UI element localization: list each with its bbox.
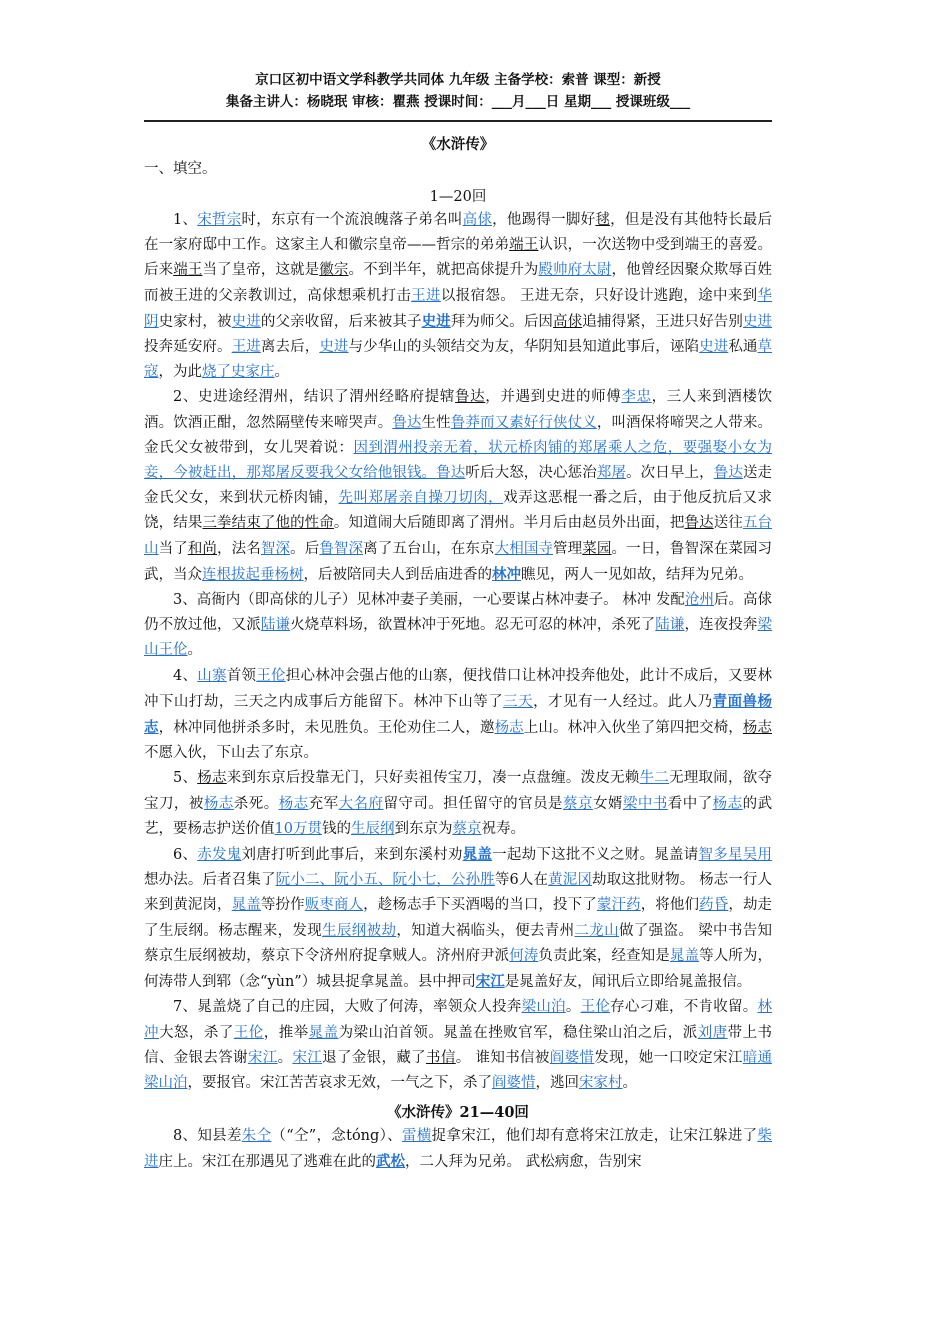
- text-run: 想办法。后者召集了: [144, 872, 276, 889]
- document-page: [144, 70, 772, 1176]
- paragraph-6: [144, 842, 772, 995]
- header-line-2: 集备主讲人：杨晓珉 审核：瞿燕 授课时间：___月___日 星期___ 授课班级___: [225, 94, 691, 110]
- text-run: （“仝”，念tóng）、: [271, 1128, 402, 1145]
- text-run: 私通: [728, 339, 758, 356]
- answer-underline: 郑屠: [596, 465, 627, 482]
- answer-underline: 大相国寺: [494, 540, 554, 557]
- answer-underline: 李忠: [621, 389, 652, 406]
- text-run: 离了五台山，在东京: [363, 540, 495, 557]
- text-run: 拜为师父。后因: [450, 313, 554, 330]
- paragraph-4: [144, 664, 772, 767]
- answer-underline: 毬: [595, 212, 611, 228]
- text-run: 。: [565, 999, 581, 1016]
- text-run: 。 谁知书信被: [455, 1049, 550, 1066]
- text-run: ，知道大祸临头，便去青州: [396, 922, 575, 939]
- text-run: 5、: [173, 770, 198, 787]
- answer-underline: 林冲: [144, 999, 773, 1041]
- text-run: ，后被陪同夫人到岳庙进香的: [303, 566, 492, 583]
- answer-underline: 王伦: [580, 999, 611, 1016]
- answer-underline: 史进: [742, 313, 773, 330]
- answer-underline: 端王: [509, 237, 539, 254]
- text-run: 祝寿。: [481, 820, 525, 837]
- answer-underline: 王进: [411, 287, 441, 304]
- text-run: 等扮作: [260, 897, 305, 914]
- answer-underline: 草寇: [144, 339, 773, 381]
- text-run: 捉拿宋江，他们却有意将宋江放走，让宋江躲进了: [431, 1128, 758, 1145]
- text-run: 的武艺，要杨志护送价值: [144, 795, 773, 837]
- text-run: 。知道闹大后随即离了渭州。半月后由赵员外出面，把: [333, 515, 685, 532]
- text-run: 是晁盖好友，闻讯后立即给晁盖报信。: [504, 974, 752, 991]
- text-run: 女婿: [592, 795, 623, 812]
- answer-underline-bold: 武松: [376, 1153, 405, 1171]
- text-run: 担心林冲会强占他的山寨，便找借口让林冲投奔他处，此计不成后，又要林冲下山打劫，三天之内成事后方能留下。林冲下山等了: [144, 667, 773, 710]
- answer-underline: 柴进: [144, 1128, 772, 1171]
- answer-underline: 三天: [503, 693, 534, 710]
- text-run: ，将他们: [640, 897, 700, 914]
- answer-underline: 书信: [426, 1049, 456, 1066]
- answer-underline-bold: 宋江: [475, 973, 505, 991]
- answer-underline: 梁山王伦: [144, 617, 773, 659]
- answer-underline: 杨志: [494, 720, 524, 737]
- answer-underline: 和尚: [187, 540, 218, 557]
- answer-underline: 宋家村: [579, 1074, 623, 1091]
- text-run: 管理: [553, 540, 583, 557]
- answer-underline: 刘唐: [697, 1024, 728, 1041]
- text-run: 。后: [290, 540, 320, 557]
- text-run: 负责此案，经查知是: [538, 947, 670, 964]
- text-run: 6、: [173, 847, 198, 864]
- document-title: 《水浒传》: [421, 136, 495, 153]
- text-run: 。: [187, 642, 202, 659]
- answer-underline: 殿帅府太尉: [538, 262, 612, 279]
- chapter-range-heading-2: 《水浒传》21—40回: [387, 1104, 529, 1122]
- text-run: 庄上。宋江在那遇见了逃难在此的: [158, 1154, 376, 1171]
- answer-underline: 何涛: [509, 947, 539, 964]
- text-run: 无理取闹，欲夺宝刀，被: [144, 770, 773, 812]
- answer-underline: 五台山: [144, 515, 773, 557]
- text-run: 史家村，被: [158, 313, 232, 330]
- text-run: 。次日早上，: [626, 465, 714, 482]
- answer-underline: 史进: [231, 313, 261, 330]
- text-run: 为梁山泊首领。晁盖在挫败官军，稳住梁山泊之后，派: [338, 1024, 698, 1041]
- answer-underline: 王伦: [256, 667, 286, 684]
- answer-underline: 杨志: [742, 720, 773, 737]
- text-run: ，三人来到酒楼饮酒。饮酒正酣，忽然隔壁传来啼哭声。: [144, 389, 773, 431]
- text-run: 追捕得紧，王进只好告别: [582, 313, 743, 330]
- text-run: 到东京为: [394, 820, 453, 837]
- text-run: 送往: [713, 515, 743, 532]
- text-run: 留守司。担任留守的官员是: [383, 795, 564, 812]
- answer-underline: 高俅: [553, 313, 583, 330]
- answer-underline: 鲁达: [455, 389, 486, 406]
- text-run: 看中了: [667, 795, 713, 812]
- answer-underline: 智多星吴用: [698, 847, 773, 864]
- section-heading: 一、填空。: [144, 161, 217, 177]
- answer-underline: 史进: [319, 339, 349, 356]
- text-run: ，连夜投奔: [684, 617, 758, 634]
- answer-underline: 宋江: [247, 1049, 278, 1066]
- text-run: 8、知县差: [173, 1128, 242, 1145]
- text-run: ，他曾经因聚众欺辱百姓而被王进的父亲教训过，高俅想乘机打击: [144, 262, 773, 304]
- text-run: ，逃回: [535, 1074, 579, 1091]
- answer-underline: 阎婆惜: [549, 1049, 595, 1066]
- text-run: 当了: [158, 540, 188, 557]
- text-run: 来到东京后投靠无门，只好卖祖传宝刀，凑一点盘缠。泼皮无赖: [226, 770, 640, 787]
- answer-underline: 山寨: [197, 667, 227, 684]
- text-run: 存心刁难，不肯收留。: [610, 999, 758, 1016]
- answer-underline: 王伦: [233, 1024, 264, 1041]
- paragraph-5: [144, 766, 772, 842]
- text-run: 钱的: [321, 820, 351, 837]
- text-run: 充军: [308, 795, 339, 812]
- answer-underline: 鲁达: [713, 465, 743, 482]
- text-run: 戏弄这恶棍一番之后，由于他反抗后又求饶，结果: [144, 490, 773, 532]
- text-run: ，要报官。宋江苦苦哀求无效，一气之下，杀了: [187, 1074, 492, 1091]
- answer-underline: 药昏: [699, 897, 729, 914]
- text-run: 一起劫下这批不义之财。晁盖请: [492, 847, 699, 864]
- answer-underline: 生辰纲被劫: [322, 922, 397, 939]
- header-line-1: 京口区初中语文学科教学共同体 九年级 主备学校：索普 课型：新授: [255, 72, 661, 88]
- answer-underline: 10万贯: [274, 820, 322, 837]
- answer-underline: 二龙山: [574, 922, 619, 939]
- text-run: 退了金银，藏了: [322, 1049, 427, 1066]
- answer-underline: 菜园: [582, 540, 612, 557]
- paragraph-group-1: [144, 208, 772, 1096]
- text-run: 。一日，鲁智深在菜园习武，当众: [144, 540, 773, 583]
- answer-underline: 晁盖: [231, 897, 261, 914]
- text-run: ，趁杨志手下买酒喝的当口，投下了: [363, 897, 597, 914]
- answer-underline: 鲁达: [392, 414, 422, 431]
- text-run: 发现，她一口咬定宋江: [594, 1049, 743, 1066]
- answer-underline: 杨志: [197, 770, 227, 787]
- answer-underline: 徽宗: [319, 262, 349, 279]
- text-run: 后。高俅仍不放过他，又派: [144, 592, 773, 634]
- answer-underline: 高俅: [462, 212, 493, 228]
- answer-underline: 杨志: [278, 795, 309, 812]
- text-run: 送走金氏父女，来到状元桥肉铺，: [144, 465, 773, 507]
- text-run: ，推举: [263, 1024, 309, 1041]
- text-run: 。: [274, 364, 289, 381]
- answer-underline: 陆谦: [655, 617, 685, 634]
- answer-underline: 阎婆惜: [492, 1074, 536, 1091]
- answer-underline: 蔡京: [452, 820, 482, 837]
- answer-underline: 因到渭州投亲无着，状元桥肉铺的郑屠乘人之危，要强娶小女为妾，今被赶出，那郑屠反要我父女给他银钱。: [144, 439, 773, 482]
- answer-underline: 梁山泊: [521, 999, 566, 1016]
- text-run: ，为此: [158, 364, 202, 381]
- answer-underline-bold: 史进: [421, 312, 451, 330]
- answer-underline: 蔡京: [563, 795, 593, 812]
- answer-underline: 贩枣商人: [304, 897, 364, 914]
- answer-underline: 智深: [260, 540, 291, 557]
- text-run: 。: [277, 1049, 293, 1066]
- answer-underline: 杨志: [712, 795, 743, 812]
- answer-underline: 华阴: [144, 287, 773, 330]
- answer-underline: 晁盖: [308, 1024, 339, 1041]
- answer-underline: 三拳结束了他的性命: [202, 515, 334, 532]
- text-run: 等6人在: [494, 872, 549, 889]
- text-run: 刘唐打听到此事后，来到东溪村劝: [241, 847, 463, 864]
- header-rule: [144, 120, 772, 122]
- text-run: 等人所为，何涛带人到郓（念“yùn”）城县捉拿晁盖。县中押司: [144, 947, 773, 991]
- answer-underline: 梁中书: [622, 795, 668, 812]
- text-run: 的父亲收留，后来被其子: [260, 313, 422, 330]
- answer-underline-bold: 晁盖: [462, 846, 493, 864]
- answer-underline: 宋哲宗: [197, 212, 242, 228]
- text-run: 。不到半年，就把高俅提升为: [348, 262, 539, 279]
- answer-underline-bold: 青面兽杨志: [144, 692, 773, 737]
- answer-underline: 史进: [699, 339, 729, 356]
- text-run: 与少华山的头领结交为友，华阴知县知道此事后，诬陷: [348, 339, 700, 356]
- text-run: ，叫酒保将啼哭之人带来。金氏父女被带到，女儿哭着说：: [144, 414, 773, 456]
- answer-underline: 朱仝: [241, 1128, 272, 1145]
- answer-underline: 连根拔起垂杨树: [202, 566, 304, 583]
- text-run: 当了皇帝，这就是: [202, 262, 320, 279]
- text-run: 瞧见，两人一见如故，结拜为兄弟。: [521, 566, 753, 583]
- answer-underline: 宋江: [292, 1049, 323, 1066]
- answer-underline: 赤发鬼: [197, 847, 242, 864]
- text-run: 认识，一次送物中受到端王的喜爱。后来: [144, 237, 773, 279]
- text-run: 投奔延安府。: [144, 339, 232, 356]
- text-run: ，法名: [217, 540, 261, 557]
- answer-underline: 王进: [231, 339, 261, 356]
- text-run: 以报宿怨。 王进无奈，只好设计逃跑，途中来到: [440, 287, 758, 304]
- text-run: 时，东京有一个流浪魄落子弟名叫: [241, 212, 463, 228]
- text-run: 做了强盗。 梁中书告知蔡京生辰纲被劫，蔡京下令济州府捉拿贼人。济州府尹派: [144, 922, 773, 964]
- text-run: 带上书信、金银去答谢: [144, 1024, 773, 1066]
- text-run: 。: [622, 1074, 637, 1091]
- text-run: ，二人拜为兄弟。 武松病愈，告别宋: [405, 1154, 642, 1171]
- text-run: ，劫走了生辰纲。杨志醒来，发现: [144, 897, 773, 939]
- text-run: 生性: [421, 414, 451, 431]
- answer-underline: 雷横: [402, 1128, 432, 1145]
- text-run: ，并遇到史进的师傅: [485, 389, 622, 406]
- text-run: 首领: [226, 667, 257, 684]
- answer-underline: 鲁达: [684, 515, 714, 532]
- text-run: 火烧草料场，欲置林冲于死地。忍无可忍的林冲，杀死了: [290, 617, 656, 634]
- text-run: 2、史进途经渭州，结识了渭州经略府提辖: [173, 389, 456, 406]
- answer-underline: 暗通梁山泊: [144, 1049, 773, 1091]
- paragraph-group-2: [144, 1124, 772, 1175]
- answer-underline: 先叫郑屠亲自操刀切肉，: [338, 490, 504, 507]
- answer-underline: 鲁达: [436, 465, 466, 482]
- text-run: 杀死。: [233, 795, 279, 812]
- answer-underline: 黄泥冈: [548, 872, 592, 889]
- text-run: 离去后，: [260, 339, 320, 356]
- answer-underline: 阮小二、阮小五、阮小七，公孙胜: [275, 872, 495, 889]
- paragraph-8: [144, 1124, 772, 1175]
- text-run: 听后大怒，决心惩治: [465, 465, 597, 482]
- answer-underline: 杨志: [203, 795, 234, 812]
- text-run: ，但是没有其他特长最后在一家府邸中工作。这家主人和徽宗皇帝——哲宗的弟弟: [144, 212, 773, 254]
- answer-underline: 大名府: [338, 795, 384, 812]
- answer-underline-bold: 林冲: [492, 565, 521, 583]
- answer-underline: 蒙汗药: [596, 897, 641, 914]
- text-run: 7、晁盖烧了自己的庄园，大败了何涛，率领众人投奔: [173, 999, 522, 1016]
- text-run: 不愿入伙，下山去了东京。: [144, 745, 318, 762]
- text-run: 4、: [173, 667, 198, 684]
- text-run: ，才见有一人经过。此人乃: [533, 693, 713, 710]
- paragraph-3: [144, 588, 772, 664]
- answer-underline: 端王: [173, 262, 203, 279]
- text-run: ，他踢得一脚好: [492, 212, 596, 228]
- answer-underline: 烧了史家庄: [202, 364, 275, 381]
- text-run: 上山。林冲入伙坐了第四把交椅，: [523, 720, 743, 737]
- text-run: 1、: [173, 212, 198, 228]
- chapter-range-heading: 1—20回: [429, 189, 487, 205]
- text-run: 大怒，杀了: [158, 1024, 234, 1041]
- text-run: 3、高衙内（即高俅的儿子）见林冲妻子美丽，一心要谋占林冲妻子。 林冲 发配: [173, 592, 685, 609]
- answer-underline: 晁盖: [669, 947, 700, 964]
- text-run: 劫取这批财物。 杨志一行人来到黄泥岗，: [144, 872, 773, 914]
- paragraph-2: [144, 385, 772, 588]
- answer-underline: 鲁智深: [319, 540, 364, 557]
- answer-underline: 牛二: [639, 770, 670, 787]
- paragraph-1: [144, 208, 772, 385]
- paragraph-7: [144, 995, 772, 1096]
- text-run: ，林冲同他拼杀多时，未见胜负。王伦劝住二人，邀: [158, 720, 495, 737]
- answer-underline: 生辰纲: [350, 820, 395, 837]
- answer-underline: 鲁莽而又素好行侠仗义: [450, 414, 597, 431]
- answer-underline: 沧州: [684, 592, 714, 609]
- answer-underline: 陆谦: [260, 617, 291, 634]
